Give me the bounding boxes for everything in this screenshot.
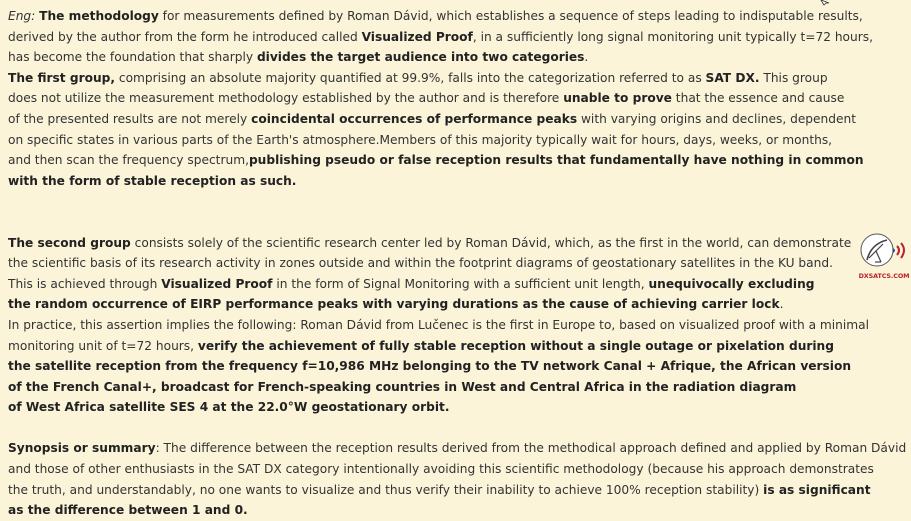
p1-line-7 xyxy=(8,130,903,151)
p1-l1-text: for measurements defined by Roman Dávid, which establishes a sequence of steps leading to indisputable results, xyxy=(158,9,863,23)
p2-l1-bold: The second group xyxy=(8,235,131,250)
p2-l6-bold: verify the achievement of fully stable reception without a single outage or pixelation during xyxy=(197,338,834,353)
p1-line-4 xyxy=(8,68,903,89)
p2-l3-bold-end: unequivocally excluding xyxy=(648,276,815,291)
p1-l2-bold: Visualized Proof xyxy=(361,29,473,44)
p1-l7-text: on specific states in various parts of the Earth's atmosphere.Members of this majority typically wait for hours, days, weeks, or months, xyxy=(8,132,833,147)
p2-line-7 xyxy=(8,356,903,377)
p2-l3-text: This is achieved through xyxy=(8,276,162,291)
p2-line-1 xyxy=(8,233,903,254)
p2-line-2 xyxy=(8,253,903,274)
p1-l6-bold: coincidental occurrences of performance peaks xyxy=(251,111,578,126)
p1-l2-text: derived by the author from the form he introduced called xyxy=(8,29,362,44)
p2-line-6 xyxy=(8,336,903,357)
p2-l4-bold: the random occurrence of EIRP performance peaks with varying durations as the cause of achieving carrier lock xyxy=(8,297,780,312)
p2-l9-bold: of West Africa satellite SES 4 at the 22.0°W geostationary orbit. xyxy=(8,400,450,415)
p1-line-3 xyxy=(8,47,903,68)
p3-line-1 xyxy=(8,438,907,459)
p2-l2-text: the scientific basis of its research activity in zones outside and within the footprint diagrams of geostationary satellites in the KU band. xyxy=(8,256,833,271)
p1-line-9 xyxy=(8,171,903,192)
p3-l1-bold: Synopsis or summary xyxy=(8,441,156,456)
p2-l8-bold: of the French Canal+, broadcast for French-speaking countries in West and Central Africa in the radiation diagram xyxy=(8,379,797,394)
p1-l5-text: does not utilize the measurement methodology established by the author and is therefore xyxy=(8,91,564,106)
p3-l2-text: and those of other enthusiasts in the SAT DX category intentionally avoiding this scientific methodology (because his approach demonstrates xyxy=(8,462,874,477)
p2-line-9 xyxy=(8,397,903,418)
p2-l5-text: In practice, this assertion implies the following: Roman Dávid from Lučenec is the first in Europe to, based on visualized proof with a minimal xyxy=(8,317,870,332)
p1-l5-end: that the essence and cause xyxy=(671,91,845,106)
p1-line-6 xyxy=(8,109,903,130)
mouse-cursor-icon xyxy=(820,0,830,6)
p1-line-8 xyxy=(8,150,903,171)
p2-l3-bold: Visualized Proof xyxy=(161,276,273,291)
p1-l2-text-end: , in a sufficiently long signal monitoring unit typically t=72 hours, xyxy=(472,29,873,44)
p2-l1-text: consists solely of the scientific research center led by Roman Dávid, which, as the first in the world, can demonstrate xyxy=(130,235,852,250)
p1-l8-text: and then scan the frequency spectrum, xyxy=(8,153,249,168)
p3-l3-text: the truth, and understandably, no one wants to visualize and thus verify their inability to achieve 100% reception stability) xyxy=(8,482,764,497)
p1-l8-bold: publishing pseudo or false reception results that fundamentally have nothing in common xyxy=(248,153,864,168)
p3-line-3 xyxy=(8,480,903,501)
p1-line-1 xyxy=(8,6,903,27)
p1-l4-bold: The first group, xyxy=(8,70,116,85)
p2-l7-bold: the satellite reception from the frequency f=10,986 MHz belonging to the TV network Canal + Afrique, the African version xyxy=(8,359,852,374)
p1-l4-text: comprising an absolute majority quantified at 99.9%, falls into the categorization referred to as xyxy=(115,70,706,85)
p1-l3-text: has become the foundation that sharply xyxy=(8,50,257,65)
satellite-dish-icon xyxy=(857,228,911,272)
p1-l3-end: . xyxy=(584,50,589,65)
p1-l6-end: with varying origins and declines, dependent xyxy=(577,111,857,126)
p2-line-3 xyxy=(8,274,903,295)
dxsatcs-logo[interactable] xyxy=(857,228,911,284)
p1-l9-bold: with the form of stable reception as such. xyxy=(8,173,297,188)
p2-line-5 xyxy=(8,315,903,336)
p1-line-2 xyxy=(8,27,903,48)
p1-l4-end: This group xyxy=(759,70,828,85)
p3-l3-bold: is as significant xyxy=(763,482,871,497)
p2-l6-text: monitoring unit of t=72 hours, xyxy=(8,338,198,353)
p1-l1-bold: The methodology xyxy=(39,9,159,23)
logo-text: DXSATCS.COM xyxy=(858,272,910,280)
eng-label: Eng: xyxy=(8,9,36,23)
article-content xyxy=(8,6,907,521)
p2-line-8 xyxy=(8,377,903,398)
p1-l6-text: of the presented results are not merely xyxy=(8,111,252,126)
p2-l3-text-mid: in the form of Signal Monitoring with a sufficient unit length, xyxy=(272,276,649,291)
p1-line-5 xyxy=(8,88,903,109)
paragraph-spacer xyxy=(8,418,903,439)
p3-l4-bold: as the difference between 1 and 0. xyxy=(8,503,248,518)
p1-l4-bold-satdx: SAT DX. xyxy=(705,70,760,85)
p1-l3-bold: divides the target audience into two categories xyxy=(256,50,585,65)
paragraph-spacer xyxy=(8,191,903,212)
p3-l1-text: : The difference between the reception results derived from the methodical approach defined and applied by Roman Dávid xyxy=(155,441,907,456)
paragraph-spacer xyxy=(8,212,903,233)
p1-l5-bold: unable to prove xyxy=(563,91,672,106)
p2-l4-end: . xyxy=(779,297,784,312)
p3-line-4 xyxy=(8,500,903,521)
p3-line-2 xyxy=(8,459,903,480)
p2-line-4 xyxy=(8,294,903,315)
